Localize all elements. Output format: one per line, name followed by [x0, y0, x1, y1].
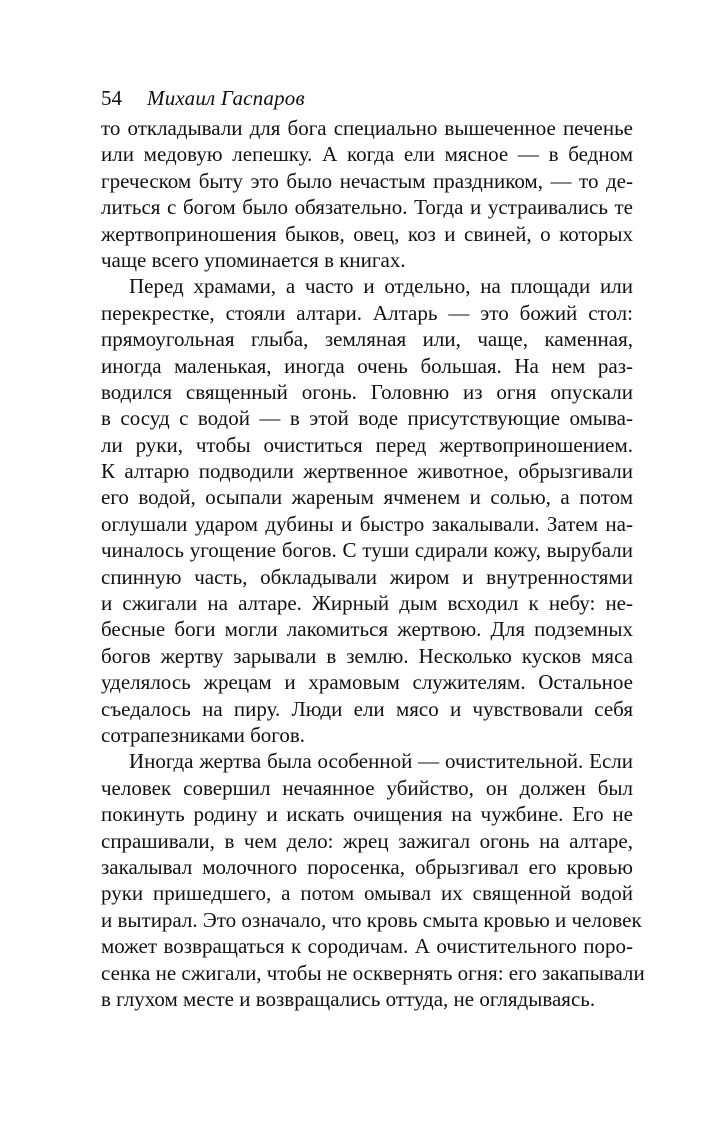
running-head — [101, 84, 633, 112]
running-title: Михаил Гаспаров — [147, 86, 305, 110]
text-line: и вытирал. Это означало, что кровь смыта кровью и человек — [101, 907, 642, 932]
book-page — [101, 84, 645, 1012]
text-line: перекрестке, стояли алтари. Алтарь — это божий стол: — [101, 300, 633, 325]
text-line: К алтарю подводили жертвенное животное, обрызгивали — [101, 459, 633, 484]
text-line: в сосуд с водой — в этой воде присутствующие омыва- — [101, 406, 633, 431]
text-line: спрашивали, в чем дело: жрец зажигал огонь на алтаре, — [101, 828, 633, 853]
text-line: чаще всего упоминается в книгах. — [101, 247, 406, 272]
text-line: его водой, осыпали жареным ячменем и солью, а потом — [101, 485, 633, 510]
text-line: водился священный огонь. Головню из огня опускали — [101, 379, 633, 404]
text-line: чиналось угощение богов. С туши сдирали кожу, вырубали — [101, 538, 633, 563]
text-line: и сжигали на алтаре. Жирный дым всходил к небу: не- — [101, 591, 633, 616]
text-line: закалывал молочного поросенка, обрызгивал его кровью — [101, 854, 633, 879]
text-line: литься с богом было обязательно. Тогда и устраивались те — [101, 195, 633, 220]
text-line: человек совершил нечаянное убийство, он должен был — [101, 775, 633, 800]
paragraph — [101, 115, 633, 273]
text-line: покинуть родину и искать очищения на чужбине. Его не — [101, 802, 633, 827]
text-line: Иногда жертва была особенной — очистительной. Если — [129, 749, 633, 774]
text-line: бесные боги могли лакомиться жертвою. Для подземных — [101, 617, 633, 642]
text-line: съедалось на пиру. Люди ели мясо и чувствовали себя — [101, 696, 633, 721]
paragraph — [101, 748, 645, 1012]
text-line: может возвращаться к сородичам. А очистительного поро- — [101, 934, 633, 959]
text-line: ли руки, чтобы очиститься перед жертвоприношением. — [101, 432, 633, 457]
text-line: сотрапезниками богов. — [101, 722, 306, 747]
text-line: руки пришедшего, а потом омывал их священной водой — [101, 881, 633, 906]
text-line: греческом быту это было нечастым праздником, — то де- — [101, 168, 633, 193]
text-line: оглушали ударом дубины и быстро закалывали. Затем на- — [101, 511, 633, 536]
text-line: уделялось жрецам и храмовым служителям. Остальное — [101, 670, 633, 695]
text-line: в глухом месте и возвращались оттуда, не оглядываясь. — [101, 986, 596, 1011]
text-line: спинную часть, обкладывали жиром и внутренностями — [101, 564, 633, 589]
text-line: богов жертву зарывали в землю. Несколько кусков мяса — [101, 643, 633, 668]
paragraph — [101, 273, 633, 748]
text-line: сенка не сжигали, чтобы не осквернять огня: его закапывали — [101, 960, 645, 985]
text-line: иногда маленькая, иногда очень большая. На нем раз- — [101, 353, 633, 378]
text-line: или медовую лепешку. А когда ели мясное — в бедном — [101, 142, 633, 167]
text-line: то откладывали для бога специально вышеченное печенье — [101, 116, 633, 140]
text-line: Перед храмами, а часто и отдельно, на площади или — [129, 274, 633, 299]
text-line: прямоугольная глыба, земляная или, чаще, каменная, — [101, 327, 633, 352]
page-number: 54 — [101, 86, 122, 110]
text-body — [101, 115, 645, 1012]
text-line: жертвоприношения быков, овец, коз и свиней, о которых — [101, 221, 633, 246]
